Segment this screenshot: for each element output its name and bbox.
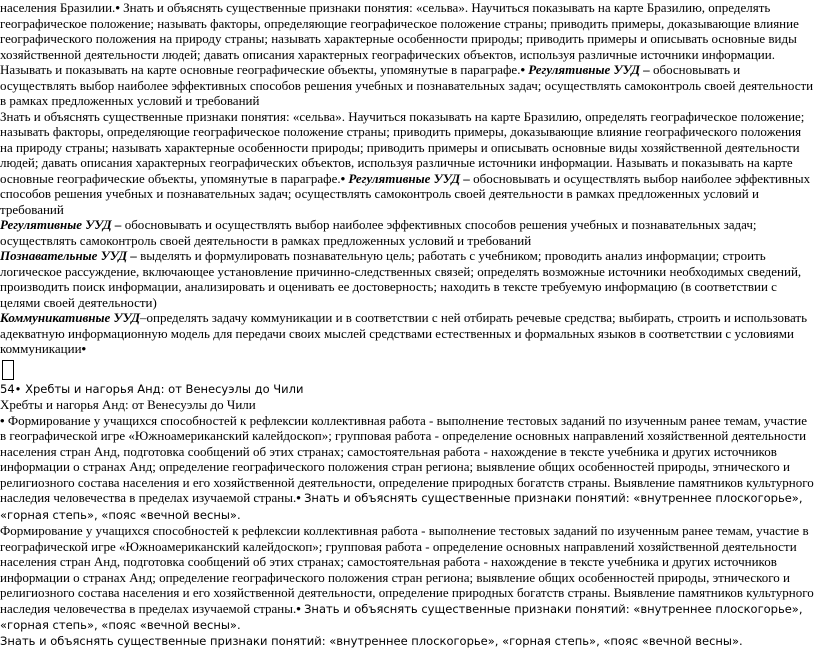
bullet-icon: • [520, 62, 525, 77]
text-body: Знать и объяснять существенные признаки понятия: «сельва». Научиться показывать на карте Бразилию, определять географическое положение; называть факторы, определяющие географическое положение страны; приводить примеры, доказывающие влияние географического положения на природу страны; называть характерные особенности природы; приводить примеры и описывать основные виды хозяйственной деятельности людей; давать описания характерных географических объектов, используя различные источники информации. Называть и показывать на карте основные географические объекты, упомянутые в параграфе. [0, 109, 804, 186]
text-concepts: Знать и объяснять существенные признаки понятий: «внутреннее плоскогорье», «горная степь», «пояс «вечной весны». [0, 634, 743, 648]
text-body: Знать и объяснять существенные признаки понятия: «сельва». Научиться показывать на карте Бразилию, определять географическое положение; называть факторы, определяющие географическое положение страны; приводить примеры, доказывающие влияние географического положения на природу страны; называть характерные особенности природы; приводить примеры и описывать основные виды хозяйственной деятельности людей; давать описания характерных географических объектов, используя различные источники информации. Называть и показывать на карте основные географические объекты, упомянутые в параграфе. [0, 0, 799, 77]
bullet-icon: • [341, 171, 346, 186]
paragraph-communicative [0, 310, 814, 357]
bullet-icon: • [82, 341, 87, 356]
text-body: Формирование у учащихся способностей к рефлексии коллективная работа - выполнение тестовых заданий по изученным ранее темам, участие в географической игре «Южноамериканский калейдоскоп»; групповая работа - определение основных направлений хозяйственной деятельности населения стран Анд, подготовка сообщений об этих странах; самостоятельная работа - нахождение в тексте учебника и других источников информации о странах Анд; определение географического положения стран региона; выявление общих особенностей природы, этнического и религиозного состава населения и его хозяйственной деятельности, определение природных богатств страны. Выявление памятников культурного наследия человечества в пределах изучаемой страны. [0, 523, 814, 616]
text-concepts: Знать и объяснять существенные признаки понятий: «внутреннее плоскогорье», «горная степь», «пояс «вечной весны». [0, 491, 803, 522]
lesson-title: Хребты и нагорья Анд: от Венесуэлы до Чили [25, 382, 303, 396]
bullet-icon: • [115, 0, 120, 15]
bullet-icon: • [296, 490, 301, 505]
lesson-title-text: Хребты и нагорья Анд: от Венесуэлы до Чили [0, 397, 256, 412]
paragraph-brazil-goals [0, 0, 814, 109]
paragraph-brazil-goals-repeat [0, 109, 814, 218]
bullet-icon: • [15, 382, 22, 396]
bullet-icon: • [296, 601, 301, 616]
paragraph-andes-activities-repeat [0, 523, 814, 634]
lesson-title-repeat [0, 397, 814, 413]
lesson-heading [0, 382, 814, 398]
empty-cell-box [2, 360, 14, 380]
text-lead: населения Бразилии. [0, 0, 115, 15]
lesson-number: 54 [0, 382, 15, 396]
label-communicative: Коммуникативные УУД [0, 310, 140, 325]
paragraph-cognitive [0, 248, 814, 310]
paragraph-regulatory [0, 217, 814, 248]
label-regulatory: Регулятивные УУД – [348, 171, 469, 186]
bullet-icon: • [0, 413, 5, 428]
text-regulatory: обосновывать и осуществлять выбор наиболее эффективных способов решения учебных и познавательных задач; осуществлять самоконтроль своей деятельности в рамках предложенных условий и требований [0, 217, 757, 248]
label-regulatory: Регулятивные УУД – [528, 62, 649, 77]
paragraph-andes-activities [0, 413, 814, 524]
label-regulatory: Регулятивные УУД – [0, 217, 121, 232]
text-regulatory: обосновывать и осуществлять выбор наиболее эффективных способов решения учебных и познавательных задач; осуществлять самоконтроль своей деятельности в рамках предложенных условий и требований [0, 171, 810, 217]
label-cognitive: Познавательные УУД – [0, 248, 137, 263]
paragraph-concepts [0, 634, 814, 649]
text-regulatory: обосновывать и осуществлять выбор наиболее эффективных способов решения учебных и познавательных задач; осуществлять самоконтроль своей деятельности в рамках предложенных условий и требований [0, 62, 813, 108]
text-cognitive: выделять и формулировать познавательную цель; работать с учебником; проводить анализ информации; строить логическое рассуждение, включающее установление причинно-следственных связей; определять возможные источники необходимых сведений, производить поиск информации, анализировать и оценивать ее достоверность; находить в тексте требуемую информацию (в соответствии с целями своей деятельности) [0, 248, 801, 310]
text-body: Формирование у учащихся способностей к рефлексии коллективная работа - выполнение тестовых заданий по изученным ранее темам, участие в географической игре «Южноамериканский калейдоскоп»; групповая работа - определение основных направлений хозяйственной деятельности населения стран Анд, подготовка сообщений об этих странах; самостоятельная работа - нахождение в тексте учебника и других источников информации о странах Анд; определение географического положения стран региона; выявление общих особенностей природы, этнического и религиозного состава населения и его хозяйственной деятельности, определение природных богатств страны. Выявление памятников культурного наследия человечества в пределах изучаемой страны. [0, 413, 814, 506]
text-communicative: –определять задачу коммуникации и в соответствии с ней отбирать речевые средства; выбирать, строить и использовать адекватную информационную модель для передачи своих мыслей средствами естественных и формальных языков в соответствии с условиями коммуникации [0, 310, 807, 356]
text-concepts: Знать и объяснять существенные признаки понятий: «внутреннее плоскогорье», «горная степь», «пояс «вечной весны». [0, 602, 803, 633]
